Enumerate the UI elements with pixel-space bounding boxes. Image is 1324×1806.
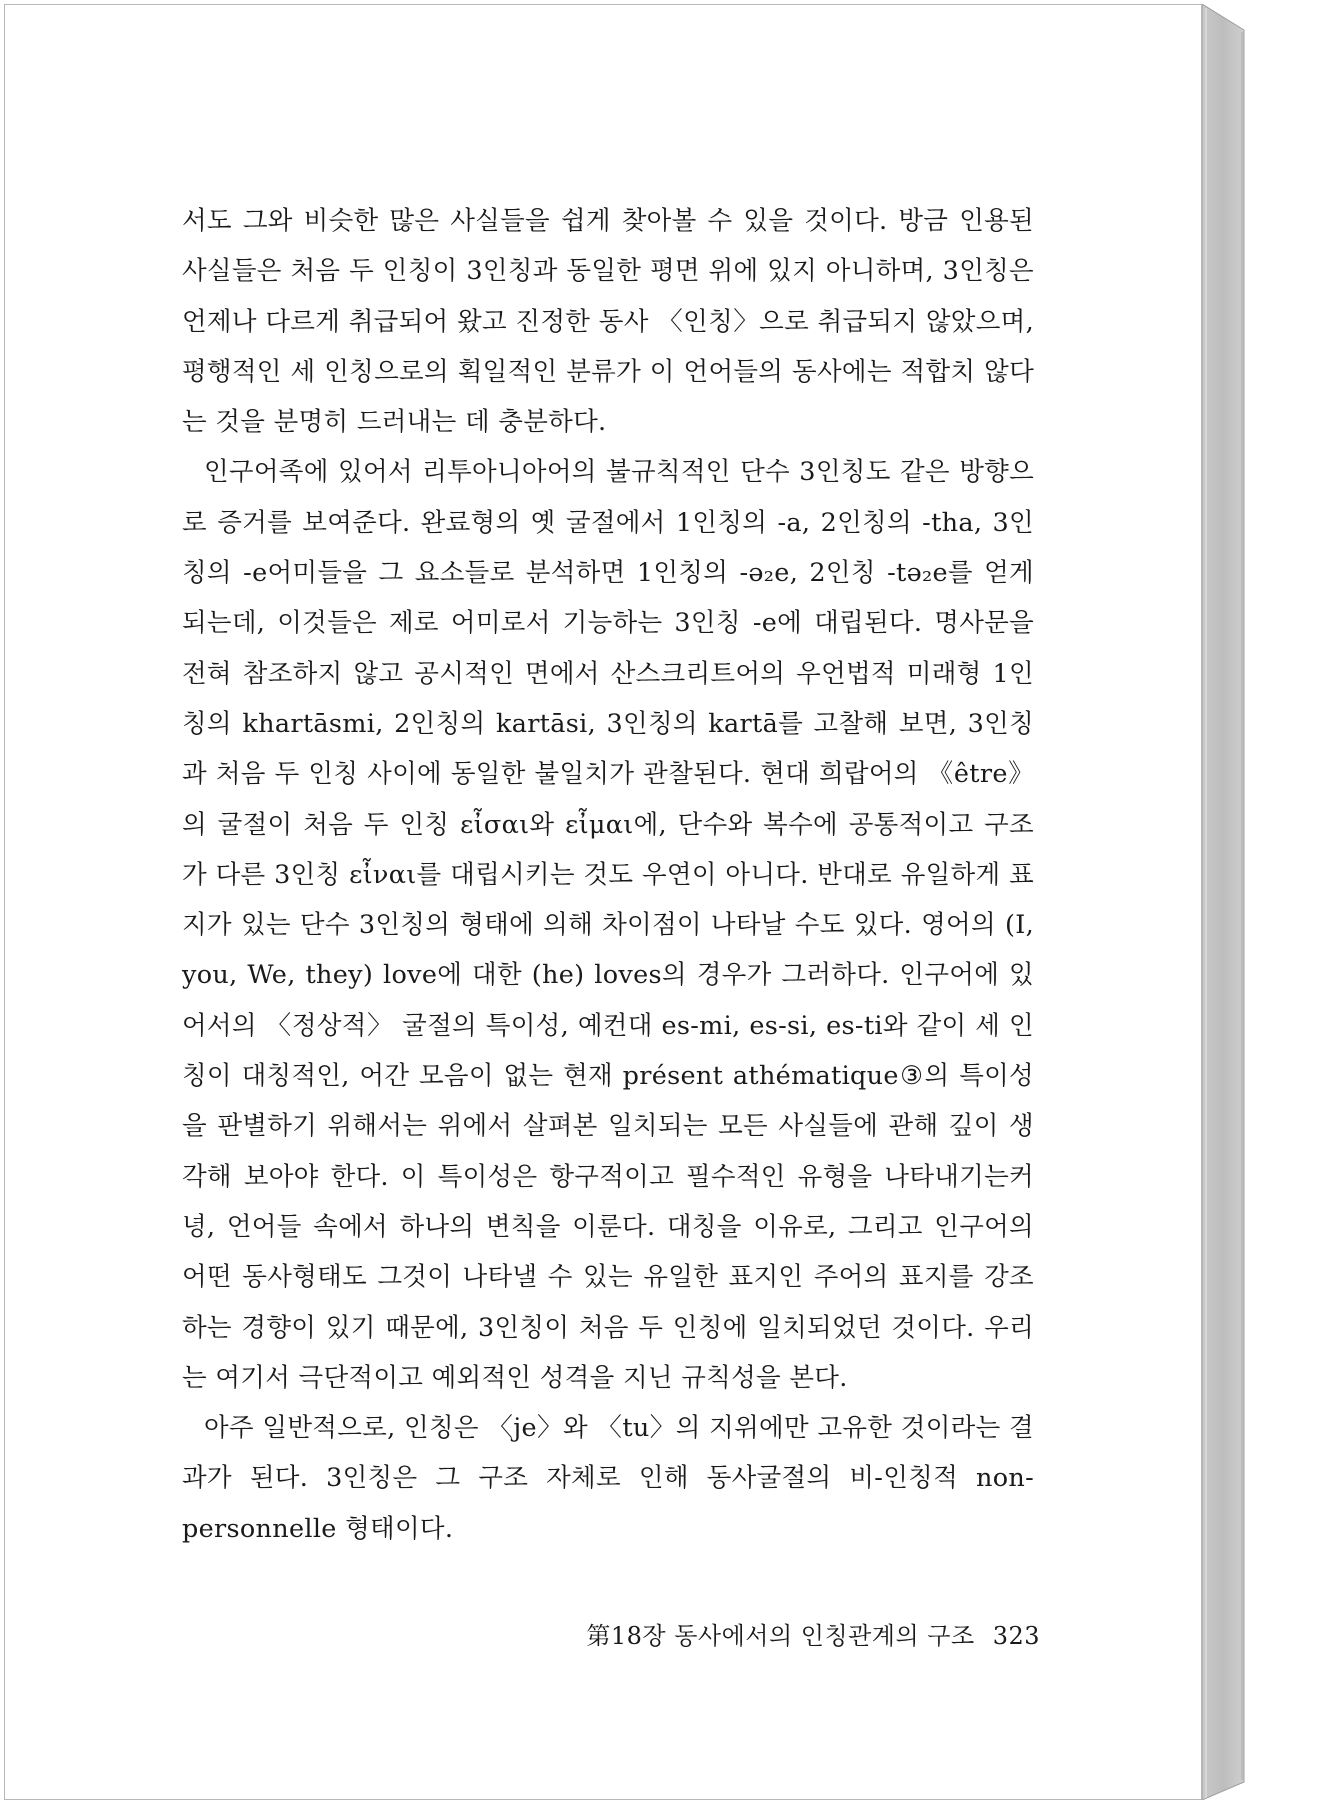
paragraph-3: 아주 일반적으로, 인칭은 〈je〉와 〈tu〉의 지위에만 고유한 것이라는 결과가 된다. 3인칭은 그 구조 자체로 인해 동사굴절의 비-인칭적 non-personnelle 형태이다. bbox=[182, 1413, 1034, 1544]
body-text bbox=[182, 196, 1034, 1554]
running-chapter-title: 第18장 동사에서의 인칭관계의 구조 bbox=[586, 1622, 975, 1650]
paragraph-1: 서도 그와 비슷한 많은 사실들을 쉽게 찾아볼 수 있을 것이다. 방금 인용된 사실들은 처음 두 인칭이 3인칭과 동일한 평면 위에 있지 아니하며, 3인칭은 언제나 다르게 취급되어 왔고 진정한 동사 〈인칭〉으로 취급되지 않았으며, 평행적인 세 인칭으로의 획일적인 분류가 이 언어들의 동사에는 적합치 않다는 것을 분명히 드러내는 데 충분하다. bbox=[182, 206, 1034, 438]
page-footer bbox=[500, 1616, 1040, 1651]
paragraph-2: 인구어족에 있어서 리투아니아어의 불규칙적인 단수 3인칭도 같은 방향으로 증거를 보여준다. 완료형의 옛 굴절에서 1인칭의 -a, 2인칭의 -tha, 3인칭의 -e어미들을 그 요소들로 분석하면 1인칭의 -ə₂e, 2인칭 -tə₂e를 얻게 되는데, 이것들은 제로 어미로서 기능하는 3인칭 -e에 대립된다. 명사문을 전혀 참조하지 않고 공시적인 면에서 산스크리트어의 우언법적 미래형 1인칭의 khartāsmi, 2인칭의 kartāsi, 3인칭의 kartā를 고찰해 보면, 3인칭과 처음 두 인칭 사이에 동일한 불일치가 관찰된다. 현대 희랍어의 《être》의 굴절이 처음 두 인칭 εἶσαι와 εἶμαι에, 단수와 복수에 공통적이고 구조가 다른 3인칭 εἶναι를 대립시키는 것도 우연이 아니다. 반대로 유일하게 표지가 있는 단수 3인칭의 형태에 의해 차이점이 나타날 수도 있다. 영어의 (I, you, We, they) love에 대한 (he) loves의 경우가 그러하다. 인구어에 있어서의 〈정상적〉 굴절의 특이성, 예컨대 es-mi, es-si, es-ti와 같이 세 인칭이 대칭적인, 어간 모음이 없는 현재 présent athématique③의 특이성을 판별하기 위해서는 위에서 살펴본 일치되는 모든 사실들에 관해 깊이 생각해 보아야 한다. 이 특이성은 항구적이고 필수적인 유형을 나타내기는커녕, 언어들 속에서 하나의 변칙을 이룬다. 대칭을 이유로, 그리고 인구어의 어떤 동사형태도 그것이 나타낼 수 있는 유일한 표지인 주어의 표지를 강조하는 경향이 있기 때문에, 3인칭이 처음 두 인칭에 일치되었던 것이다. 우리는 여기서 극단적이고 예외적인 성격을 지닌 규칙성을 본다. bbox=[182, 457, 1034, 1393]
page-number: 323 bbox=[992, 1622, 1040, 1650]
book-page-edges bbox=[1202, 4, 1290, 1800]
